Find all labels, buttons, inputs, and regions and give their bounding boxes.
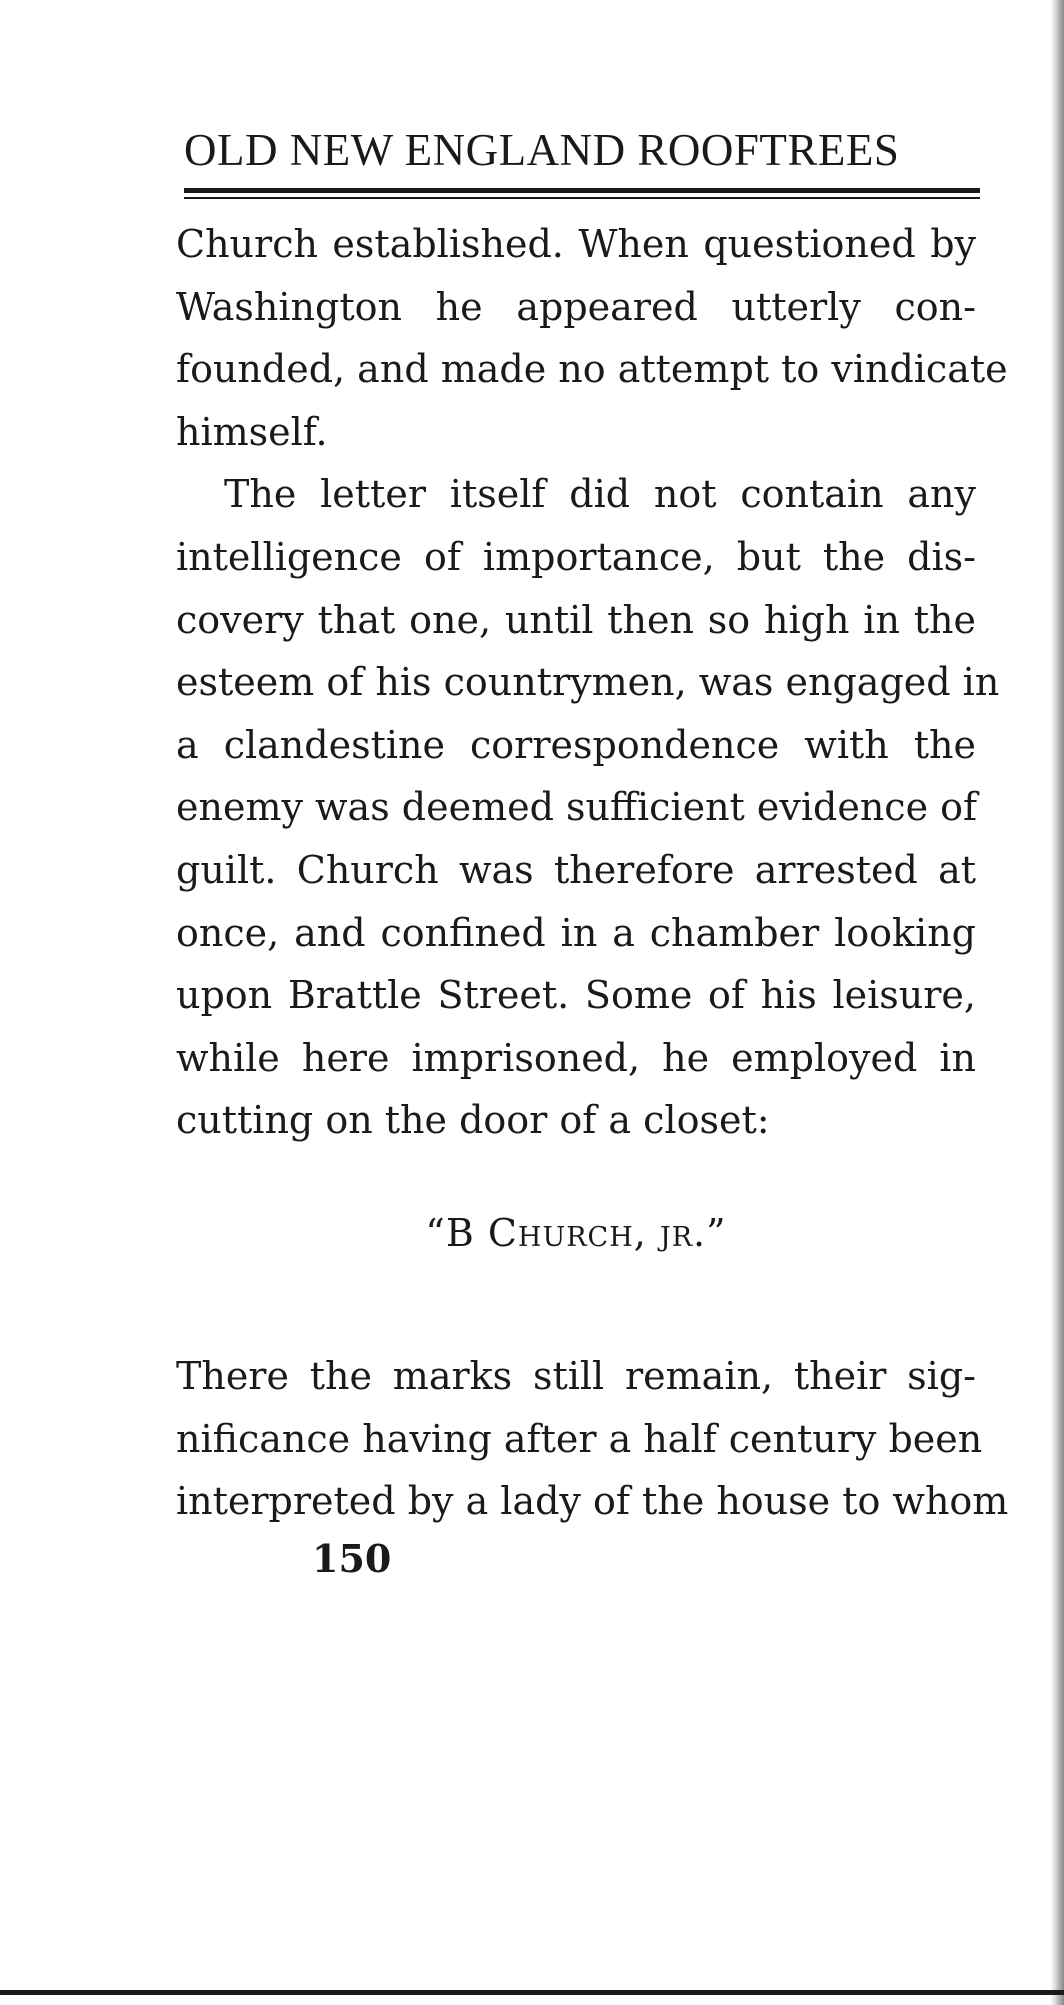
text-line: covery that one, until then so high in the <box>176 597 976 642</box>
text-line: intelligence of importance, but the dis- <box>176 534 976 579</box>
header-rule-thick <box>184 188 980 193</box>
text-line: upon Brattle Street. Some of his leisure, <box>176 973 976 1018</box>
page-edge-shadow <box>1050 0 1064 2005</box>
running-head: OLD NEW ENGLAND ROOFTREES <box>184 125 900 175</box>
closet-inscription <box>176 1202 976 1264</box>
text-line: cutting on the door of a closet: <box>176 1098 770 1143</box>
text-line: guilt. Church was therefore arrested at <box>176 847 976 892</box>
text-line: founded, and made no attempt to vindicate <box>176 347 1008 392</box>
page-bottom-edge <box>0 1990 1064 1995</box>
text-line: Washington he appeared utterly con- <box>176 284 976 329</box>
text-line: once, and confined in a chamber looking <box>176 910 976 955</box>
continued-text-block <box>176 1345 1009 1533</box>
text-line: The letter itself did not contain any <box>224 472 976 517</box>
text-line: There the marks still remain, their sig- <box>176 1354 976 1398</box>
text-line: while here imprisoned, he employed in <box>176 1035 976 1080</box>
text-line: a clandestine correspondence with the <box>176 722 976 767</box>
text-line: esteem of his countrymen, was engaged in <box>176 660 1000 705</box>
header-rule-thin <box>184 197 980 199</box>
page-number: 150 <box>312 1536 392 1581</box>
text-line: nificance having after a half century been <box>176 1416 983 1461</box>
inscription-text: “B Church, jr.” <box>425 1211 727 1255</box>
text-line: himself. <box>176 409 328 454</box>
main-text-block <box>176 213 1008 1152</box>
text-line: Church established. When questioned by <box>176 222 976 266</box>
text-line: interpreted by a lady of the house to whom <box>176 1479 1009 1524</box>
text-line: enemy was deemed sufficient evidence of <box>176 785 978 830</box>
